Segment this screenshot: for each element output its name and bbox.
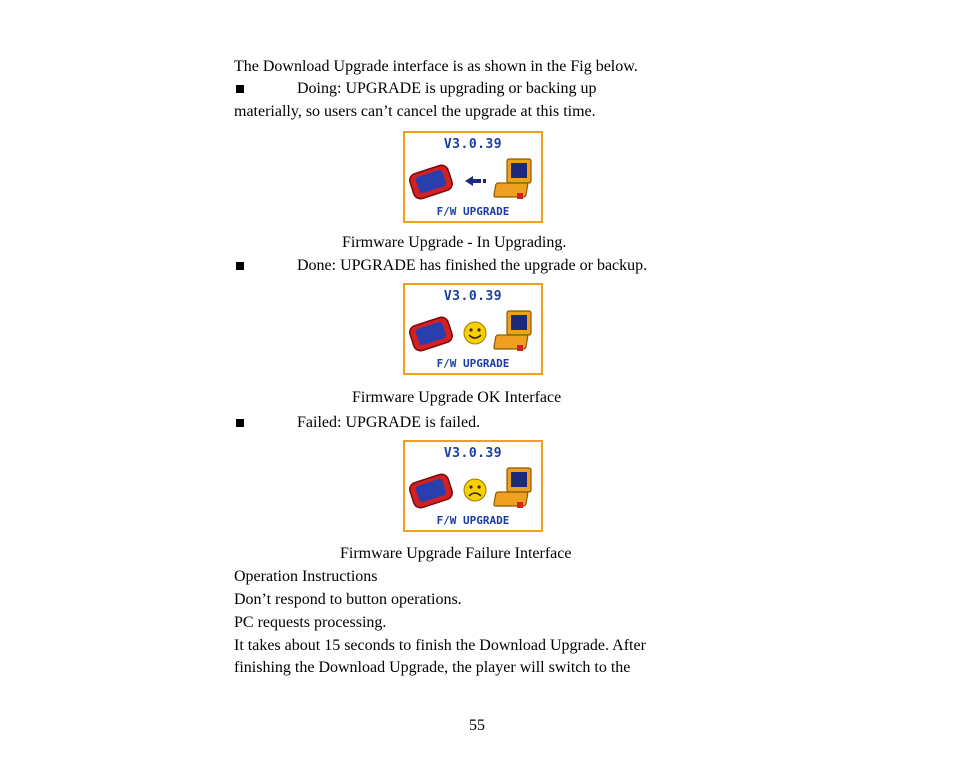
fw-upgrade-label: F/W UPGRADE bbox=[436, 514, 510, 527]
fw-upgrade-label: F/W UPGRADE bbox=[436, 357, 510, 370]
bullet-icon bbox=[236, 85, 244, 93]
caption-done: Firmware Upgrade OK Interface bbox=[352, 389, 562, 406]
bullet-icon bbox=[236, 262, 244, 270]
smiley-happy-icon bbox=[464, 322, 486, 344]
upgrade-screen-failed bbox=[403, 440, 543, 532]
doing-text-line2: materially, so users can’t cancel the upgrade at this time. bbox=[234, 103, 596, 120]
page-number: 55 bbox=[469, 717, 485, 734]
caption-failed: Firmware Upgrade Failure Interface bbox=[340, 545, 572, 562]
bullet-icon bbox=[236, 419, 244, 427]
player-icon bbox=[408, 315, 454, 352]
upgrade-screen-done bbox=[403, 283, 543, 375]
fw-upgrade-label: F/W UPGRADE bbox=[436, 205, 510, 218]
operations-line: PC requests processing. bbox=[234, 614, 387, 631]
intro-text: The Download Upgrade interface is as shown in the Fig below. bbox=[234, 58, 638, 75]
caption-doing: Firmware Upgrade - In Upgrading. bbox=[342, 234, 567, 251]
pc-icon bbox=[494, 311, 531, 351]
upgrade-graphic bbox=[405, 307, 541, 359]
pc-icon bbox=[494, 159, 531, 199]
pc-icon bbox=[494, 468, 531, 508]
operations-line: Don’t respond to button operations. bbox=[234, 591, 462, 608]
operations-line: It takes about 15 seconds to finish the Download Upgrade. After bbox=[234, 637, 646, 654]
player-icon bbox=[408, 163, 454, 200]
firmware-version: V3.0.39 bbox=[443, 137, 503, 152]
done-text: Done: UPGRADE has finished the upgrade or backup. bbox=[297, 257, 648, 274]
doing-text-line1: Doing: UPGRADE is upgrading or backing up bbox=[297, 80, 597, 97]
upgrade-screen-doing bbox=[403, 131, 543, 223]
failed-text: Failed: UPGRADE is failed. bbox=[297, 414, 481, 431]
upgrade-graphic bbox=[405, 155, 541, 207]
smiley-sad-icon bbox=[464, 479, 486, 501]
operations-line: finishing the Download Upgrade, the player will switch to the bbox=[234, 659, 631, 676]
player-icon bbox=[408, 472, 454, 509]
upgrade-graphic bbox=[405, 464, 541, 516]
operations-heading: Operation Instructions bbox=[234, 568, 378, 585]
firmware-version: V3.0.39 bbox=[443, 446, 503, 461]
firmware-version: V3.0.39 bbox=[443, 289, 503, 304]
arrow-icon bbox=[465, 176, 486, 186]
